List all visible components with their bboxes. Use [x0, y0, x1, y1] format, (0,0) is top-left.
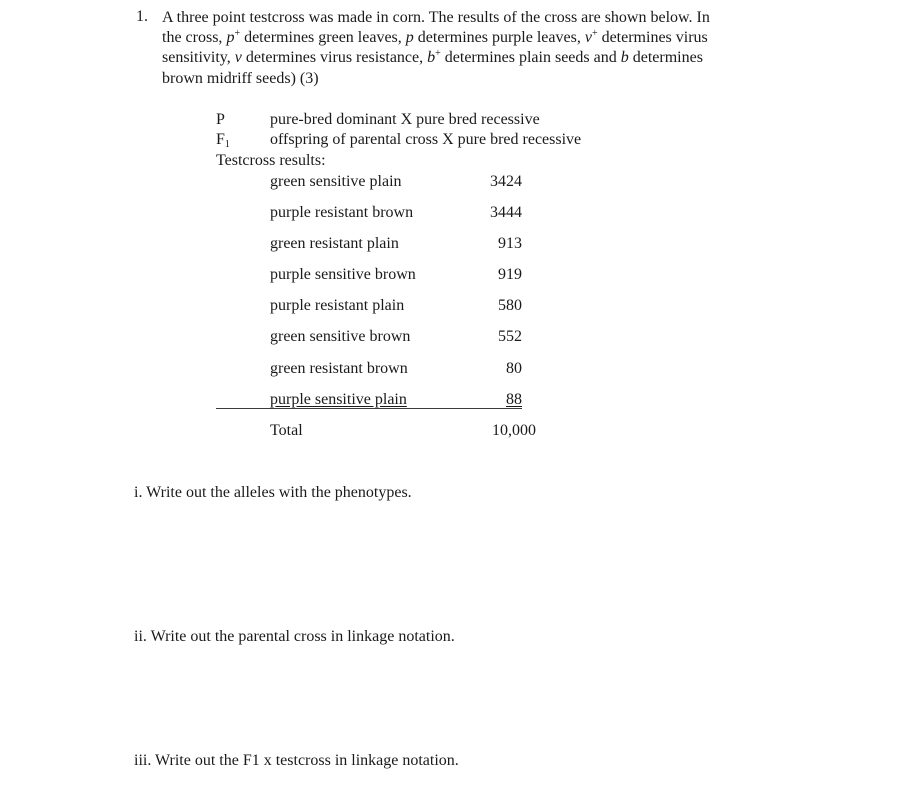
allele-symbol: b — [427, 49, 436, 66]
total-label: Total — [270, 422, 303, 439]
f1-label — [216, 131, 230, 149]
text-segment: determines virus — [597, 29, 708, 46]
parental-label: P — [216, 111, 225, 128]
allele-superscript: + — [435, 48, 441, 59]
allele-symbol: p — [226, 29, 235, 46]
question-line-2 — [162, 28, 708, 49]
result-phenotype: green sensitive brown — [270, 328, 411, 345]
result-phenotype: green resistant brown — [270, 360, 408, 377]
total-value: 10,000 — [492, 422, 536, 439]
result-phenotype: green resistant plain — [270, 235, 399, 252]
total-divider — [216, 408, 522, 409]
subquestion-i: i. Write out the alleles with the phenotypes. — [134, 484, 412, 501]
result-count: 80 — [506, 360, 522, 377]
f1-label-subscript: 1 — [224, 139, 230, 150]
subquestion-ii: ii. Write out the parental cross in linkage notation. — [134, 628, 455, 645]
question-line-1: A three point testcross was made in corn. The results of the cross are shown below. In — [162, 9, 710, 26]
question-number: 1. — [136, 8, 148, 25]
allele-symbol: p — [405, 29, 414, 46]
result-count: 580 — [498, 297, 522, 314]
result-count: 88 — [506, 391, 522, 408]
parental-text: pure-bred dominant X pure bred recessive — [270, 111, 540, 128]
result-phenotype: purple resistant brown — [270, 204, 414, 221]
question-line-3 — [162, 48, 703, 69]
text-segment: sensitivity, — [162, 49, 235, 66]
text-segment: determines plain seeds and — [440, 49, 621, 66]
result-phenotype: purple resistant plain — [270, 297, 405, 314]
allele-symbol: b — [620, 49, 629, 66]
text-segment: determines purple leaves, — [413, 29, 585, 46]
result-phenotype: green sensitive plain — [270, 173, 402, 190]
testcross-results-label: Testcross results: — [216, 152, 326, 169]
result-phenotype: purple sensitive brown — [270, 266, 416, 283]
f1-label-main: F — [216, 131, 225, 148]
result-count: 552 — [498, 328, 522, 345]
text-segment: the cross, — [162, 29, 227, 46]
allele-symbol: v — [234, 49, 242, 66]
result-phenotype: purple sensitive plain — [270, 391, 407, 408]
allele-superscript: + — [591, 28, 598, 39]
result-count: 913 — [498, 235, 522, 252]
text-segment: determines virus resistance, — [241, 49, 428, 66]
result-count: 3424 — [490, 173, 522, 190]
question-line-4: brown midriff seeds) (3) — [162, 70, 319, 87]
text-segment: determines green leaves, — [240, 29, 406, 46]
allele-symbol: v — [584, 29, 592, 46]
f1-text: offspring of parental cross X pure bred recessive — [270, 131, 582, 148]
text-segment: determines — [628, 49, 703, 66]
allele-superscript: + — [234, 28, 241, 39]
result-count: 3444 — [490, 204, 522, 221]
subquestion-iii: iii. Write out the F1 x testcross in linkage notation. — [134, 752, 459, 769]
result-count: 919 — [498, 266, 522, 283]
